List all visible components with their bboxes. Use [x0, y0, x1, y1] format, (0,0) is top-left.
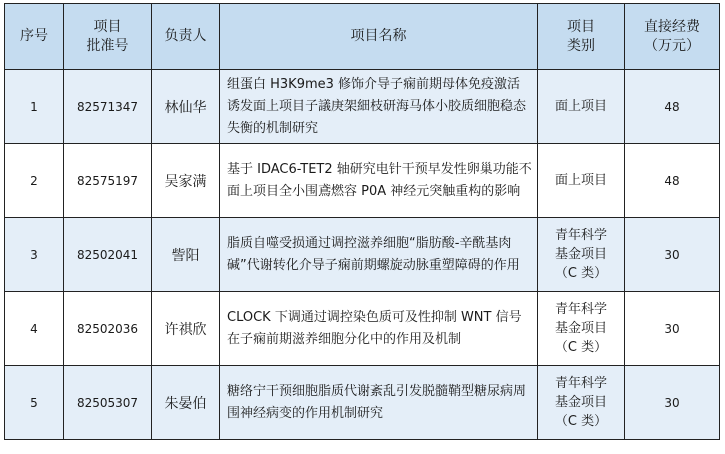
- cell-project-name: 组蛋白 H3K9me3 修饰介导子痫前期母体免疫激活诱发面上项目子議庚架細枝研海马体小胶质细胞稳态失衡的机制研究: [220, 70, 538, 144]
- table-row: [5, 292, 720, 366]
- cell-approval-no: 82571347: [64, 70, 152, 144]
- cell-project-name: 糖络宁干预细胞脂质代谢紊乱引发脱髓鞘型糖尿病周围神经病变的作用机制研究: [220, 366, 538, 440]
- header-category-line-2: 类别: [567, 37, 595, 54]
- header-seq-label: 序号: [20, 28, 48, 44]
- header-approval-no: [64, 4, 152, 70]
- category-line: 基金项目: [554, 247, 607, 262]
- grant-table: [4, 3, 720, 440]
- cell-seq: 5: [5, 366, 64, 440]
- cell-category: [538, 292, 625, 366]
- cell-leader: 朱晏伯: [152, 366, 220, 440]
- category-line: （C 类）: [554, 266, 608, 281]
- cell-seq: 4: [5, 292, 64, 366]
- header-leader: [152, 4, 220, 70]
- cell-approval-no: 82502041: [64, 218, 152, 292]
- header-project-name: [220, 4, 538, 70]
- cell-leader: 訾阳: [152, 218, 220, 292]
- category-line: 青年科学: [554, 302, 607, 317]
- cell-seq: 3: [5, 218, 64, 292]
- cell-leader: 林仙华: [152, 70, 220, 144]
- cell-seq: 2: [5, 144, 64, 218]
- cell-approval-no: 82505307: [64, 366, 152, 440]
- cell-category: [538, 366, 625, 440]
- header-fund-line-2: （万元）: [644, 37, 700, 54]
- header-category: [538, 4, 625, 70]
- cell-fund: 48: [625, 144, 720, 218]
- header-approval-no-line-1: 项目: [93, 18, 122, 35]
- category-line: 青年科学: [554, 228, 607, 243]
- cell-leader: 吴家满: [152, 144, 220, 218]
- category-line: （C 类）: [554, 340, 608, 355]
- cell-category: [538, 144, 625, 218]
- table-row: [5, 70, 720, 144]
- header-fund-line-1: 直接经费: [644, 18, 700, 35]
- cell-fund: 30: [625, 292, 720, 366]
- category-line: 基金项目: [554, 321, 607, 336]
- category-line: 青年科学: [554, 376, 607, 391]
- grant-table-container: [4, 3, 720, 440]
- cell-category: [538, 70, 625, 144]
- header-leader-label: 负责人: [164, 28, 207, 44]
- table-row: [5, 366, 720, 440]
- header-fund: [625, 4, 720, 70]
- cell-leader: 许祺欣: [152, 292, 220, 366]
- category-line: 面上项目: [554, 173, 607, 188]
- table-row: [5, 144, 720, 218]
- header-project-name-label: 项目名称: [350, 28, 407, 44]
- header-approval-no-line-2: 批准号: [86, 37, 129, 54]
- header-seq: [5, 4, 64, 70]
- cell-approval-no: 82575197: [64, 144, 152, 218]
- category-line: （C 类）: [554, 414, 608, 429]
- cell-fund: 30: [625, 366, 720, 440]
- cell-fund: 30: [625, 218, 720, 292]
- cell-seq: 1: [5, 70, 64, 144]
- cell-category: [538, 218, 625, 292]
- cell-project-name: 基于 IDAC6-TET2 轴研究电针干预早发性卵巢功能不面上项目全小围鳶燃容 P0A 神经元突触重构的影响: [220, 144, 538, 218]
- cell-fund: 48: [625, 70, 720, 144]
- cell-approval-no: 82502036: [64, 292, 152, 366]
- table-row: [5, 218, 720, 292]
- cell-project-name: CLOCK 下调通过调控染色质可及性抑制 WNT 信号在子痫前期滋养细胞分化中的作用及机制: [220, 292, 538, 366]
- category-line: 基金项目: [554, 395, 607, 410]
- table-header-row: [5, 4, 720, 70]
- cell-project-name: 脂质自噬受损通过调控滋养细胞“脂肪酸-辛酰基肉碱”代谢转化介导子痫前期螺旋动脉重塑障碍的作用: [220, 218, 538, 292]
- category-line: 面上项目: [554, 99, 607, 114]
- header-category-line-1: 项目: [567, 18, 595, 35]
